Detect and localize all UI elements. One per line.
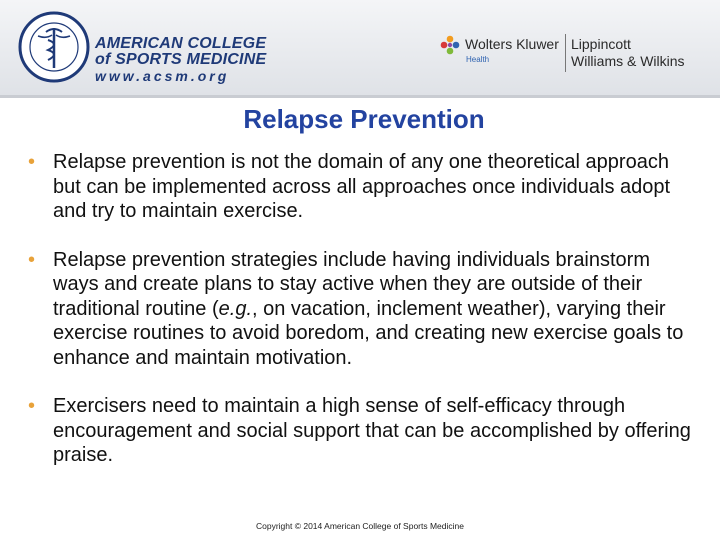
acsm-seal-logo bbox=[18, 6, 90, 88]
acsm-website: www.acsm.org bbox=[95, 68, 230, 84]
acsm-wordmark bbox=[95, 36, 266, 84]
acsm-name-line1: AMERICAN COLLEGE bbox=[95, 35, 267, 52]
bullet-text: Exercisers need to maintain a high sense of self-efficacy through encouragement and social support that can be accomplished by offering praise. bbox=[53, 395, 691, 466]
imprint-line2: Williams & Wilkins bbox=[571, 53, 685, 69]
imprint-wordmark bbox=[571, 36, 685, 70]
bullet-text-end: , on vacation, inclement weather), varying their exercise routines to avoid boredom, and creating new exercise goals to enhance and maintain motivation. bbox=[53, 297, 684, 369]
slide-header bbox=[0, 0, 720, 95]
imprint-line1: Lippincott bbox=[571, 36, 631, 52]
bullet-dot-icon: • bbox=[28, 395, 36, 417]
header-divider bbox=[0, 95, 720, 98]
copyright-footer: Copyright © 2014 American College of Sports Medicine bbox=[255, 521, 464, 531]
bullet-text-italic: e.g. bbox=[218, 297, 253, 320]
publisher-name: Wolters Kluwer bbox=[465, 36, 559, 52]
publisher-divider bbox=[565, 34, 566, 72]
bullet-text: Relapse prevention is not the domain of any one theoretical approach but can be implemented across all approaches once individuals adopt and try to maintain exercise. bbox=[53, 151, 671, 222]
wolters-kluwer-logo-icon bbox=[440, 35, 460, 55]
bullet-item bbox=[28, 150, 698, 224]
bullet-item bbox=[28, 248, 698, 371]
publisher-division: Health bbox=[466, 55, 490, 64]
acsm-name-line2: of SPORTS MEDICINE bbox=[95, 51, 267, 68]
slide-title: Relapse Prevention bbox=[243, 104, 485, 134]
bullet-dot-icon: • bbox=[28, 151, 36, 173]
bullet-dot-icon: • bbox=[28, 248, 36, 271]
bullet-list bbox=[28, 150, 698, 468]
bullet-item bbox=[28, 394, 698, 468]
bullet-text-start: Relapse prevention strategies include having individuals brainstorm ways and create plans to stay active when they are outside of their traditional routine ( bbox=[53, 248, 651, 320]
